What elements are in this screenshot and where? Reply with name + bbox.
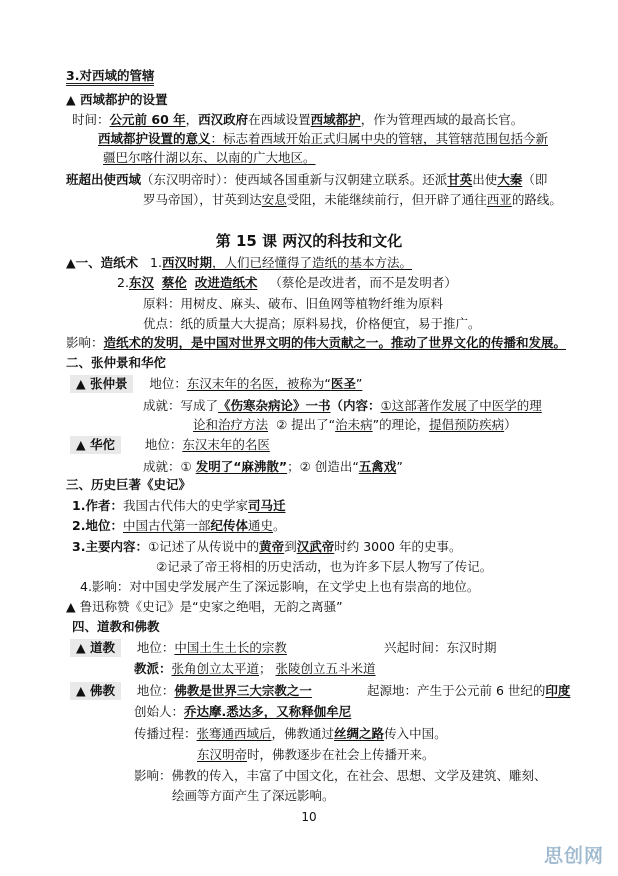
watermark-logo: 思创网 bbox=[543, 845, 604, 867]
shiji-impact: 4.影响：对中国史学发展产生了深远影响，在文学史上也有崇高的地位。 bbox=[80, 579, 480, 594]
daoism-rise: 兴起时间：东汉时期 bbox=[384, 640, 497, 655]
shiji-content-2: ②记录了帝王将相的历史活动，也为许多下层人物写了传记。 bbox=[156, 559, 493, 574]
daoism-sects: 教派：张角创立太平道； 张陵创立五斗米道 bbox=[134, 661, 376, 676]
daoism-label: ▲ 道教 bbox=[70, 639, 121, 657]
religion-heading: 四、道教和佛教 bbox=[72, 619, 160, 634]
buddhism-label: ▲ 佛教 bbox=[70, 682, 121, 700]
buddhism-founder: 创始人：乔达摩.悉达多，又称释伽牟尼 bbox=[134, 704, 352, 719]
shiji-author: 1.作者：我国古代伟大的史学家司马迁 bbox=[72, 498, 286, 513]
papermaking-line-2: 2.东汉 蔡伦 改进造纸术 （蔡伦是改进者，而不是发明者） bbox=[117, 275, 457, 290]
time-line: 时间：公元前 60 年，西汉政府在西域设置西域都护，作为管理西域的最高长官。 bbox=[72, 112, 524, 127]
buddhism-spread-2: 东汉明帝时，佛教逐步在社会上传播开来。 bbox=[197, 747, 435, 762]
zzj-achievement-line-2: 论和治疗方法 ② 提出了“治未病”的理论，提倡预防疾病） bbox=[193, 417, 517, 432]
shiji-heading: 三、历史巨著《史记》 bbox=[66, 477, 192, 492]
zzj-achievement-line-1: 成就：写成了《伤寒杂病论》一书（内容：①这部著作发展了中医学的理 bbox=[143, 398, 542, 413]
zzj-position-line: ▲ 张仲景 地位：东汉末年的名医，被称为“医圣” bbox=[70, 375, 362, 393]
buddhism-impact-1: 影响：佛教的传入，丰富了中国文化，在社会、思想、文学及建筑、雕刻、 bbox=[134, 768, 547, 783]
ht-achievement-line: 成就：① 发明了“麻沸散”；② 创造出“五禽戏” bbox=[143, 459, 403, 474]
medicine-heading: 二、张仲景和华佗 bbox=[66, 355, 167, 370]
buddhism-impact-2: 绘画等方面产生了深远影响。 bbox=[172, 788, 335, 803]
buddhism-position-line: ▲ 佛教 地位：佛教是世界三大宗教之一 bbox=[70, 682, 312, 700]
banchao-line-1: 班超出使西域（东汉明帝时）：使西域各国重新与汉朝建立联系。还派甘英出使大秦（即 bbox=[66, 172, 548, 187]
ht-position-line: ▲ 华佗 地位：东汉末年的名医 bbox=[70, 436, 270, 454]
shiji-content-1: 3.主要内容：①记述了从传说中的黄帝到汉武帝时约 3000 年的史事。 bbox=[72, 539, 462, 554]
subheading-duhu: ▲ 西域都护的设置 bbox=[66, 92, 168, 107]
papermaking-raw: 原料：用树皮、麻头、破布、旧鱼网等植物纤维为原料 bbox=[143, 296, 444, 311]
daoism-position-line: ▲ 道教 地位：中国土生土长的宗教 bbox=[70, 639, 287, 657]
shiji-luxun: ▲ 鲁迅称赞《史记》是“史家之绝唱，无韵之离骚” bbox=[66, 599, 343, 614]
page-number: 10 bbox=[301, 810, 317, 824]
buddhism-spread-1: 传播过程：张骞通西域后，佛教通过丝绸之路传入中国。 bbox=[134, 726, 447, 741]
papermaking-adv: 优点：纸的质量大大提高；原料易找，价格便宜，易于推广。 bbox=[143, 316, 481, 331]
buddhism-origin: 起源地：产生于公元前 6 世纪的印度 bbox=[367, 683, 571, 698]
zzj-label: ▲ 张仲景 bbox=[70, 375, 133, 393]
section-heading: 3.对西域的管辖 bbox=[66, 67, 154, 85]
shiji-status: 2.地位：中国古代第一部纪传体通史。 bbox=[72, 518, 286, 533]
ht-label: ▲ 华佗 bbox=[70, 436, 121, 454]
meaning-line-2: 疆巴尔喀什湖以东、以南的广大地区。 bbox=[103, 150, 316, 165]
meaning-line-1: 西域都护设置的意义：标志着西域开始正式归属中央的管辖，其管辖范围包括今新 bbox=[98, 131, 549, 146]
lesson-title: 第 15 课 两汉的科技和文化 bbox=[215, 232, 403, 250]
banchao-line-2: 罗马帝国），甘英到达安息受阻，未能继续前行，但开辟了通往西亚的路线。 bbox=[143, 192, 562, 207]
papermaking-line-1: ▲一、造纸术 1.西汉时期，人们已经懂得了造纸的基本方法。 bbox=[66, 255, 413, 270]
papermaking-impact: 影响：造纸术的发明，是中国对世界文明的伟大贡献之一。推动了世界文化的传播和发展。 bbox=[66, 335, 567, 350]
